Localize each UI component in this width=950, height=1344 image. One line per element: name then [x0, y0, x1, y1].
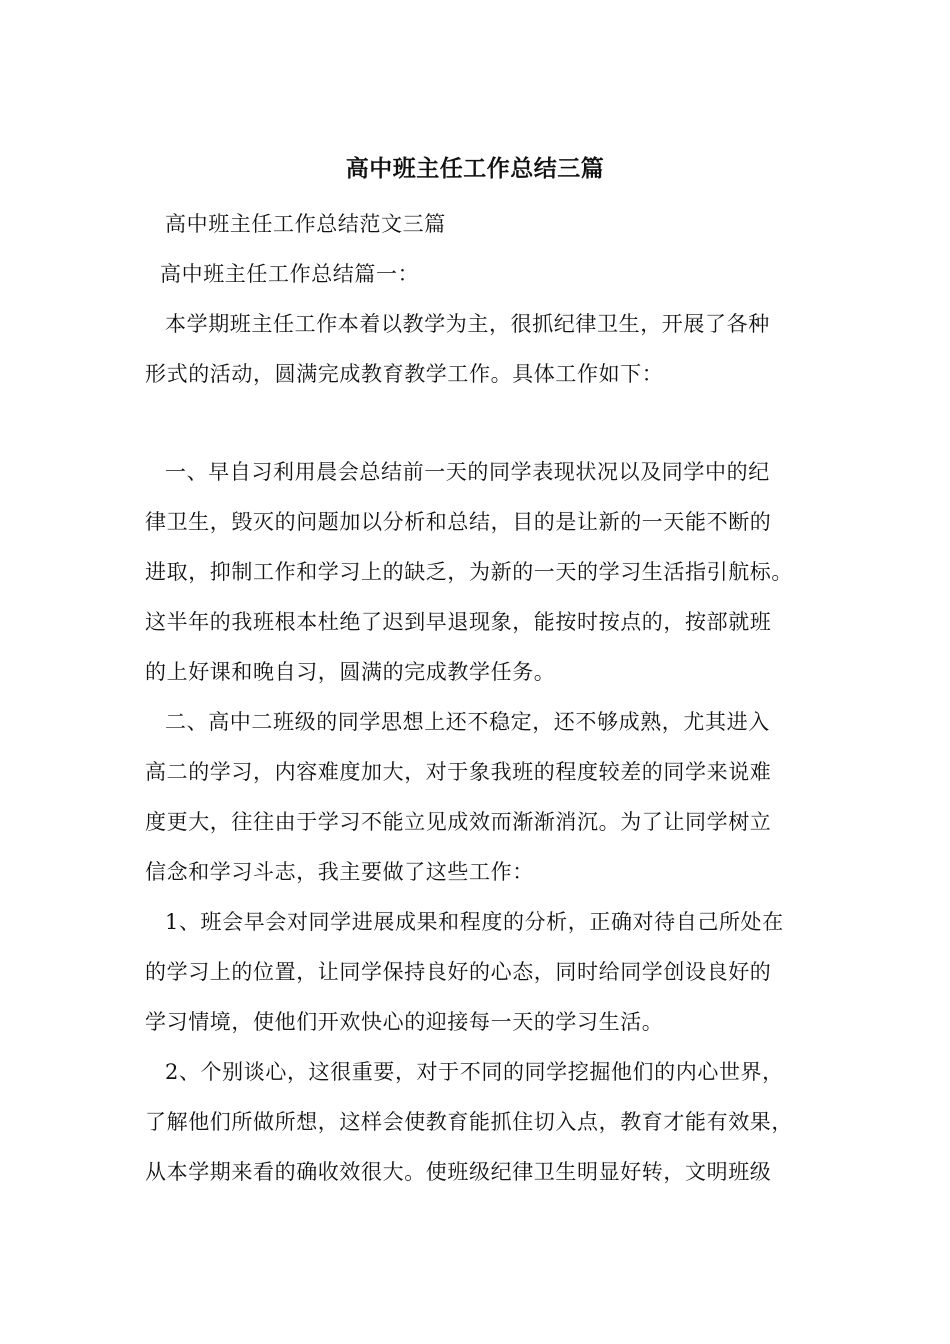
paragraph-line: 的上好课和晚自习，圆满的完成教学任务。 [145, 660, 556, 684]
paragraph-line: 从本学期来看的确收效很大。使班级纪律卫生明显好转，文明班级 [145, 1160, 772, 1184]
paragraph-line: 学习情境，使他们开欢快心的迎接每一天的学习生活。 [145, 1010, 664, 1034]
document-title: 高中班主任工作总结三篇 [345, 155, 605, 182]
paragraph-line: 律卫生，毁灭的问题加以分析和总结，目的是让新的一天能不断的 [145, 510, 772, 534]
paragraph-line: 一、早自习利用晨会总结前一天的同学表现状况以及同学中的纪 [165, 460, 770, 484]
subtitle-line: 高中班主任工作总结范文三篇 [165, 212, 446, 236]
paragraph-line: 本学期班主任工作本着以教学为主，很抓纪律卫生，开展了各种 [165, 312, 770, 336]
paragraph-line: 度更大，往往由于学习不能立见成效而渐渐消沉。为了让同学树立 [145, 810, 772, 834]
paragraph-line: 2、个别谈心，这很重要，对于不同的同学挖掘他们的内心世界， [165, 1060, 784, 1084]
paragraph-line: 形式的活动，圆满完成教育教学工作。具体工作如下： [145, 362, 664, 386]
section-heading: 高中班主任工作总结篇一： [160, 262, 420, 286]
paragraph-line: 的学习上的位置，让同学保持良好的心态，同时给同学创设良好的 [145, 960, 772, 984]
paragraph-line: 了解他们所做所想，这样会使教育能抓住切入点，教育才能有效果， [145, 1110, 793, 1134]
paragraph-line: 高二的学习，内容难度加大，对于象我班的程度较差的同学来说难 [145, 760, 772, 784]
paragraph-line: 二、高中二班级的同学思想上还不稳定，还不够成熟，尤其进入 [165, 710, 770, 734]
paragraph-line: 1、班会早会对同学进展成果和程度的分析，正确对待自己所处在 [165, 910, 784, 934]
paragraph-line: 这半年的我班根本杜绝了迟到早退现象，能按时按点的，按部就班 [145, 610, 772, 634]
paragraph-line: 信念和学习斗志，我主要做了这些工作： [145, 860, 534, 884]
paragraph-line: 进取，抑制工作和学习上的缺乏，为新的一天的学习生活指引航标。 [145, 560, 793, 584]
